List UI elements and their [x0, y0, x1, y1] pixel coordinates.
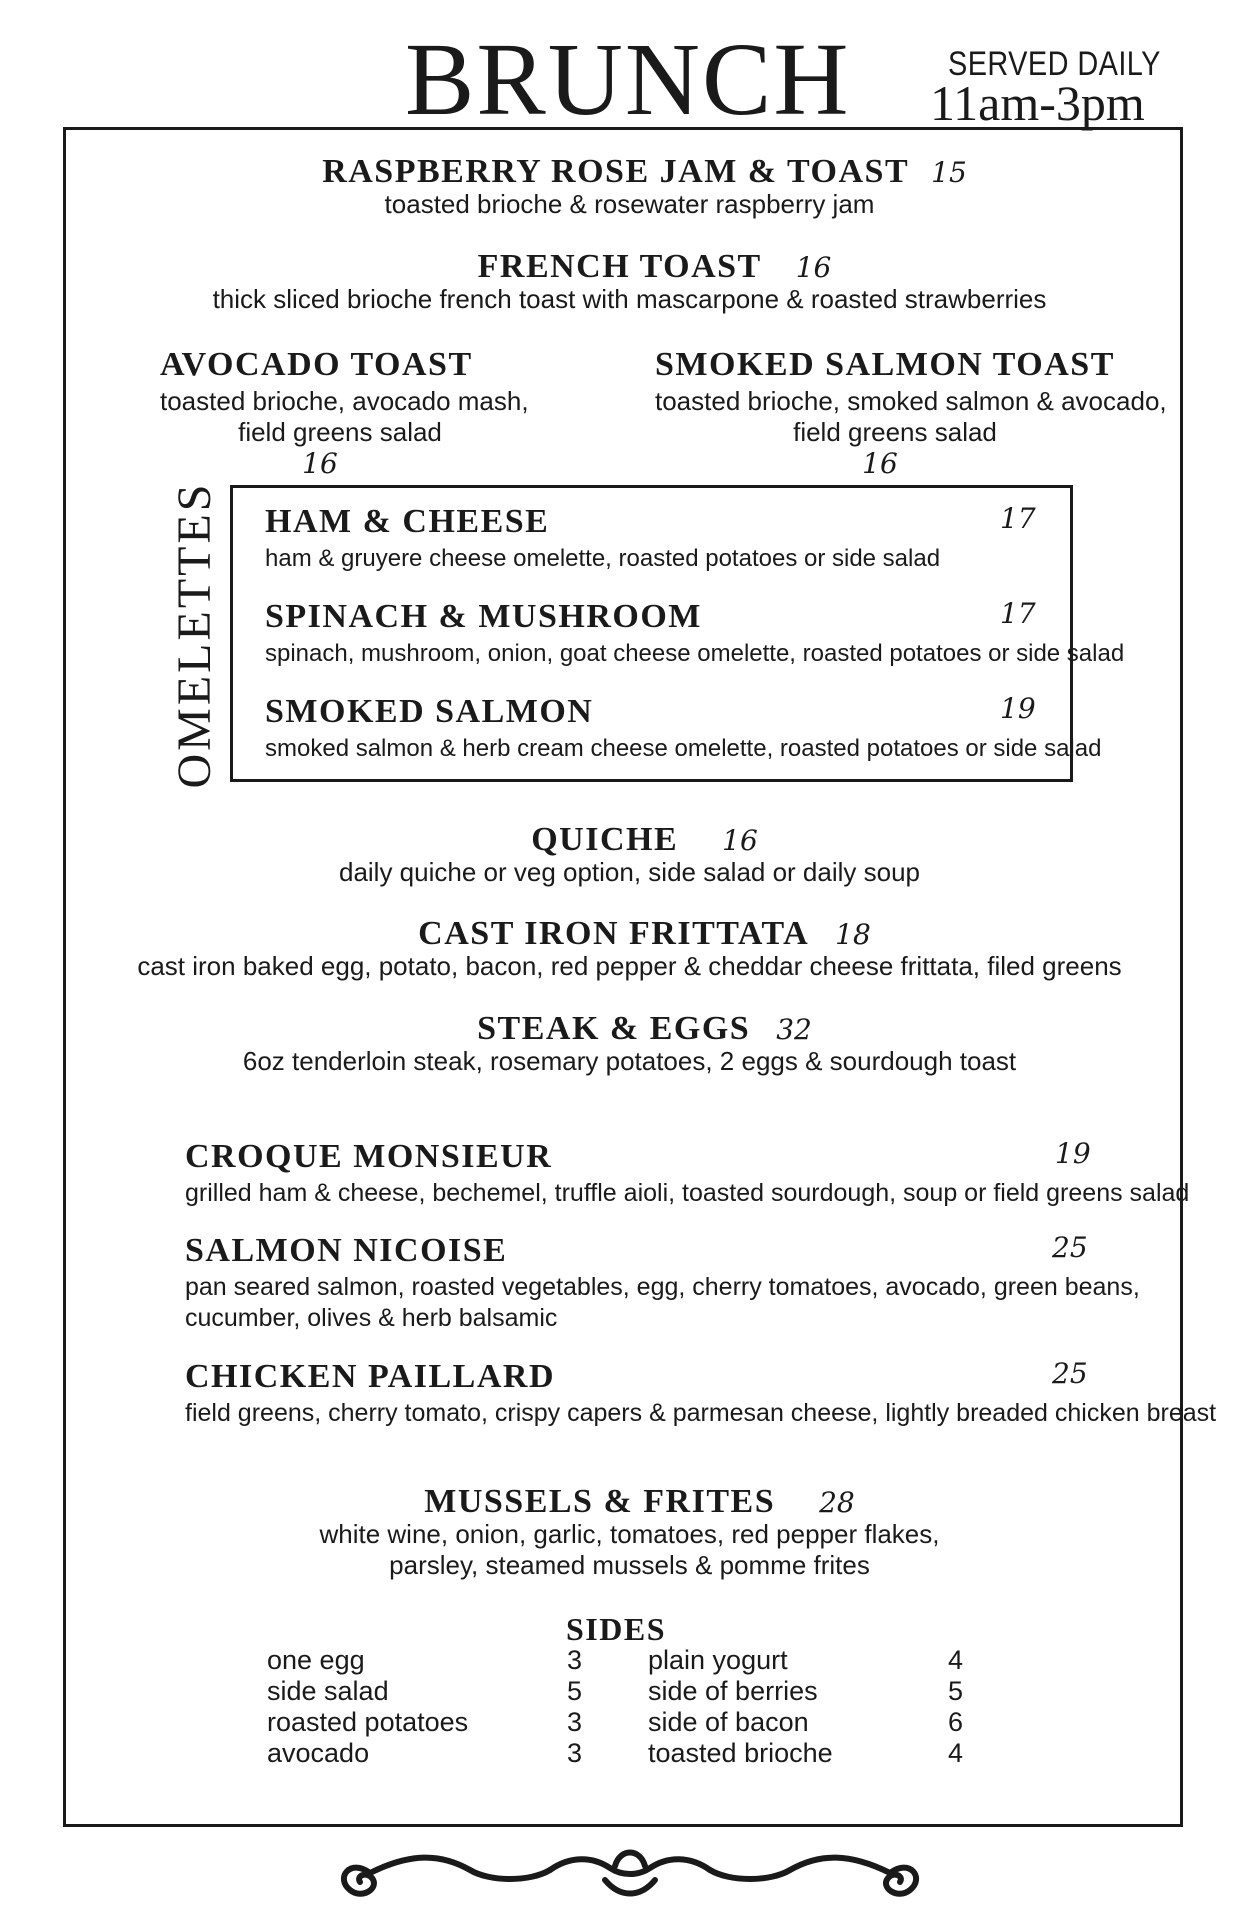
menu-item-salmon-nicoise: [185, 1231, 1140, 1334]
side-name: plain yogurt: [648, 1645, 788, 1675]
item-name: SMOKED SALMON: [265, 693, 594, 730]
item-name: QUICHE: [531, 821, 679, 858]
menu-item-raspberry: [0, 155, 1259, 189]
side-name: side of bacon: [648, 1707, 809, 1737]
menu-item-croque-monsieur: [185, 1137, 1190, 1209]
item-description: thick sliced brioche french toast with mascarpone & roasted strawberries: [212, 284, 1047, 314]
menu-item-mussels-frites: [0, 1485, 1259, 1519]
sides-title: SIDES: [566, 1611, 666, 1647]
item-price: 17: [1000, 502, 1036, 535]
side-item: [267, 1738, 587, 1769]
sides-right-list: [648, 1645, 968, 1769]
item-price: 16: [795, 251, 832, 284]
item-price: 15: [931, 156, 967, 189]
item-price: 16: [862, 447, 898, 480]
served-daily-label: SERVED DAILY: [948, 45, 1161, 83]
item-description: field greens salad: [793, 417, 997, 447]
item-name: HAM & CHEESE: [265, 503, 550, 540]
side-name: one egg: [267, 1645, 365, 1675]
menu-item-french-toast: [0, 250, 1259, 284]
item-name: CAST IRON FRITTATA: [418, 915, 810, 952]
menu-item-avocado-toast: [160, 346, 529, 480]
item-name: AVOCADO TOAST: [160, 346, 473, 383]
side-price: 6: [948, 1707, 964, 1737]
item-description: white wine, onion, garlic, tomatoes, red pepper flakes,: [319, 1519, 940, 1549]
item-price: 16: [302, 447, 338, 480]
item-name: SALMON NICOISE: [185, 1232, 508, 1269]
item-description: field greens, cherry tomato, crispy capers & parmesan cheese, lightly breaded chicken breast: [185, 1399, 1217, 1427]
side-item: [267, 1645, 587, 1676]
item-description: field greens salad: [238, 417, 442, 447]
item-description: daily quiche or veg option, side salad or daily soup: [338, 857, 921, 887]
scroll-flourish-icon: [330, 1838, 930, 1913]
side-name: side of berries: [648, 1676, 818, 1706]
menu-item-quiche: [0, 823, 1259, 857]
item-name: RASPBERRY ROSE JAM & TOAST: [322, 153, 910, 190]
item-description: parsley, steamed mussels & pomme frites: [389, 1550, 870, 1580]
side-price: 3: [567, 1707, 583, 1737]
item-description: toasted brioche & rosewater raspberry jam: [384, 189, 875, 219]
item-description: cucumber, olives & herb balsamic: [185, 1304, 558, 1332]
side-name: side salad: [267, 1676, 389, 1706]
side-price: 4: [948, 1645, 964, 1675]
side-item: [648, 1738, 968, 1769]
item-price: 25: [1052, 1231, 1088, 1264]
item-price: 17: [1000, 597, 1036, 630]
side-item: [648, 1676, 968, 1707]
side-price: 3: [567, 1738, 583, 1768]
item-price: 19: [1000, 692, 1036, 725]
side-item: [267, 1707, 587, 1738]
side-price: 5: [948, 1676, 964, 1706]
item-name: FRENCH TOAST: [477, 248, 762, 285]
side-name: avocado: [267, 1738, 370, 1768]
side-item: [267, 1676, 587, 1707]
item-name: STEAK & EGGS: [477, 1010, 751, 1047]
item-description: pan seared salmon, roasted vegetables, egg, cherry tomatoes, avocado, green beans,: [185, 1273, 1140, 1301]
side-name: toasted brioche: [648, 1738, 833, 1768]
side-price: 5: [567, 1676, 583, 1706]
item-price: 18: [835, 918, 871, 951]
menu-title: BRUNCH: [405, 22, 851, 137]
side-price: 3: [567, 1645, 583, 1675]
item-name: MUSSELS & FRITES: [424, 1483, 776, 1520]
item-description: spinach, mushroom, onion, goat cheese omelette, roasted potatoes or side salad: [265, 640, 1125, 667]
side-item: [648, 1645, 968, 1676]
side-price: 4: [948, 1738, 964, 1768]
item-name: SPINACH & MUSHROOM: [265, 598, 702, 635]
item-description: 6oz tenderloin steak, rosemary potatoes, 2 eggs & sourdough toast: [242, 1046, 1017, 1076]
item-price: 16: [722, 824, 758, 857]
omelettes-section-label: [168, 480, 222, 790]
menu-item-steak-eggs: [0, 1012, 1259, 1046]
sides-left-list: [267, 1645, 587, 1769]
item-description: smoked salmon & herb cream cheese omelette, roasted potatoes or side salad: [265, 735, 1102, 762]
menu-item-frittata: [0, 917, 1259, 951]
side-name: roasted potatoes: [267, 1707, 469, 1737]
item-price: 28: [819, 1486, 855, 1519]
side-item: [648, 1707, 968, 1738]
item-description: toasted brioche, smoked salmon & avocado,: [655, 386, 1167, 416]
omelettes-label-text: OMELETTES: [168, 481, 221, 789]
item-name: SMOKED SALMON TOAST: [655, 346, 1115, 383]
omelette-item: [265, 597, 1125, 669]
item-price: 32: [776, 1013, 812, 1046]
item-description: cast iron baked egg, potato, bacon, red pepper & cheddar cheese frittata, filed greens: [137, 951, 1122, 981]
item-price: 19: [1055, 1137, 1091, 1170]
menu-item-smoked-salmon-toast: [655, 346, 1167, 480]
omelette-item: [265, 692, 1102, 764]
item-name: CROQUE MONSIEUR: [185, 1138, 553, 1175]
item-description: ham & gruyere cheese omelette, roasted potatoes or side salad: [265, 545, 941, 572]
item-price: 25: [1052, 1357, 1088, 1390]
item-description: grilled ham & cheese, bechemel, truffle aioli, toasted sourdough, soup or field greens salad: [185, 1179, 1190, 1207]
omelette-item: [265, 505, 940, 574]
item-name: CHICKEN PAILLARD: [185, 1358, 556, 1395]
hours-label: 11am-3pm: [930, 75, 1145, 131]
item-description: toasted brioche, avocado mash,: [160, 386, 529, 416]
